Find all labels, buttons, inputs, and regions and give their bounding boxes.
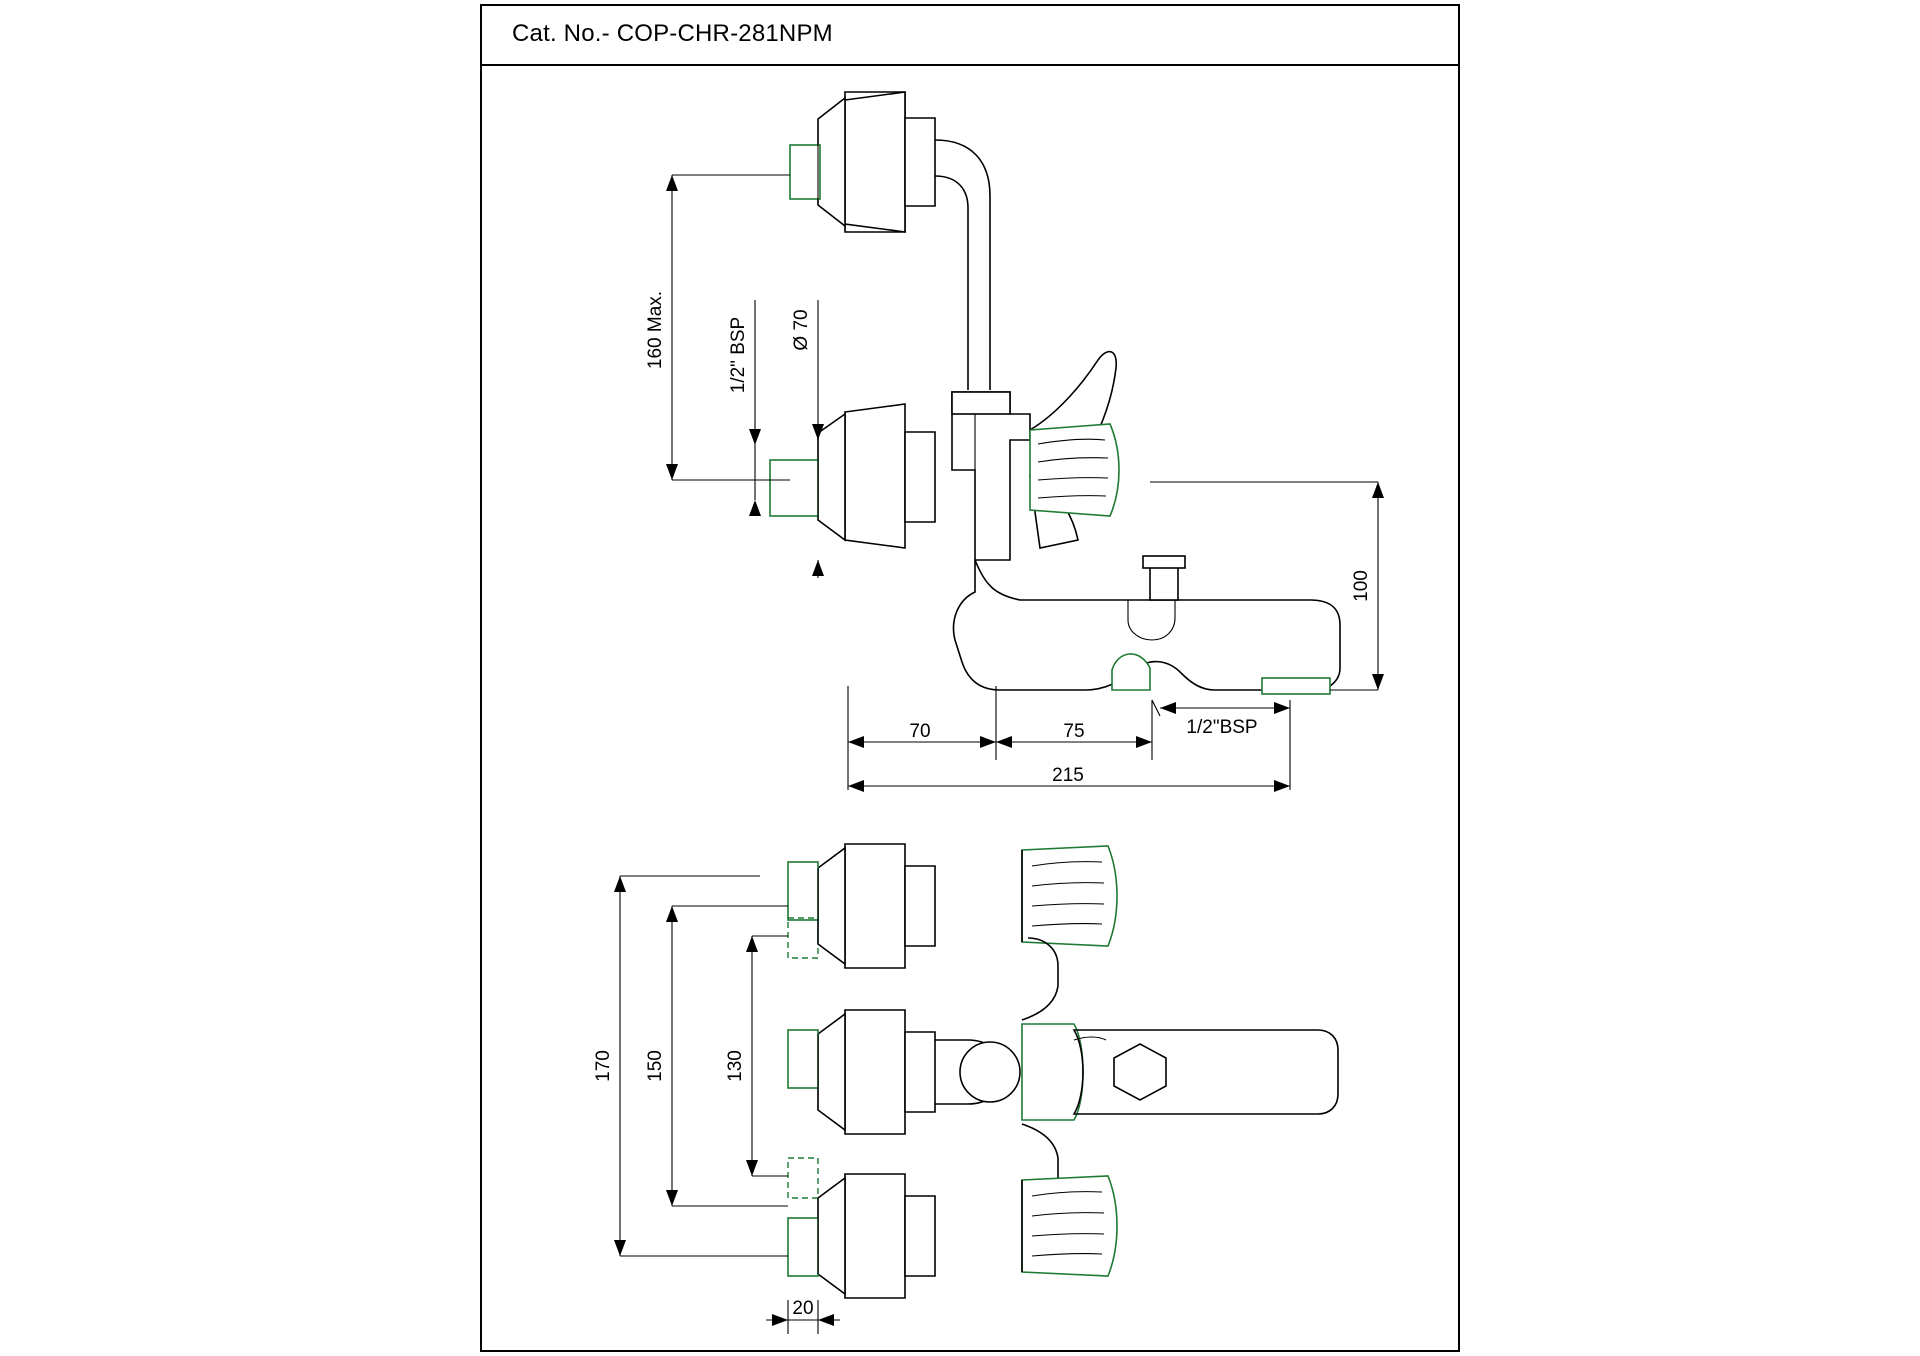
dim-label-170: 170 bbox=[593, 1050, 614, 1082]
mixer-body bbox=[952, 392, 1030, 560]
dim-label-dia70: Ø 70 bbox=[791, 309, 812, 351]
dim-label-160max: 160 Max. bbox=[645, 290, 666, 370]
front-elevation-view bbox=[593, 844, 1338, 1334]
dim-label-130: 130 bbox=[725, 1050, 746, 1082]
dim-half-bsp-inlet bbox=[749, 300, 761, 516]
dim-100 bbox=[1150, 482, 1384, 690]
dim-label-150: 150 bbox=[645, 1050, 666, 1082]
dim-label-215: 215 bbox=[1052, 765, 1084, 786]
dim-label-75: 75 bbox=[1063, 721, 1085, 742]
dim-half-bsp-outlet bbox=[1152, 700, 1290, 716]
dim-label-70: 70 bbox=[909, 721, 931, 742]
dim-170 bbox=[614, 876, 788, 1256]
dim-130 bbox=[746, 936, 788, 1176]
riser-pipe bbox=[935, 140, 990, 390]
front-flange-top bbox=[788, 844, 935, 968]
dim-label-20: 20 bbox=[792, 1298, 814, 1319]
top-inlet-flange bbox=[790, 92, 935, 232]
dim-label-half-bsp-inlet: 1/2" BSP bbox=[728, 316, 749, 394]
lower-inlet-flange bbox=[770, 404, 935, 548]
front-knob-top bbox=[1022, 846, 1117, 946]
dim-label-100: 100 bbox=[1351, 570, 1372, 602]
front-flange-bottom bbox=[788, 1158, 935, 1298]
side-elevation-view bbox=[645, 92, 1384, 792]
front-knob-bottom bbox=[1022, 1176, 1117, 1276]
catalog-number-label: Cat. No.- COP-CHR-281NPM bbox=[512, 20, 833, 47]
control-knob bbox=[1030, 424, 1119, 516]
dim-label-half-bsp-outlet: 1/2"BSP bbox=[1186, 717, 1258, 738]
bath-spout bbox=[954, 556, 1340, 694]
front-body-middle bbox=[788, 938, 1338, 1208]
